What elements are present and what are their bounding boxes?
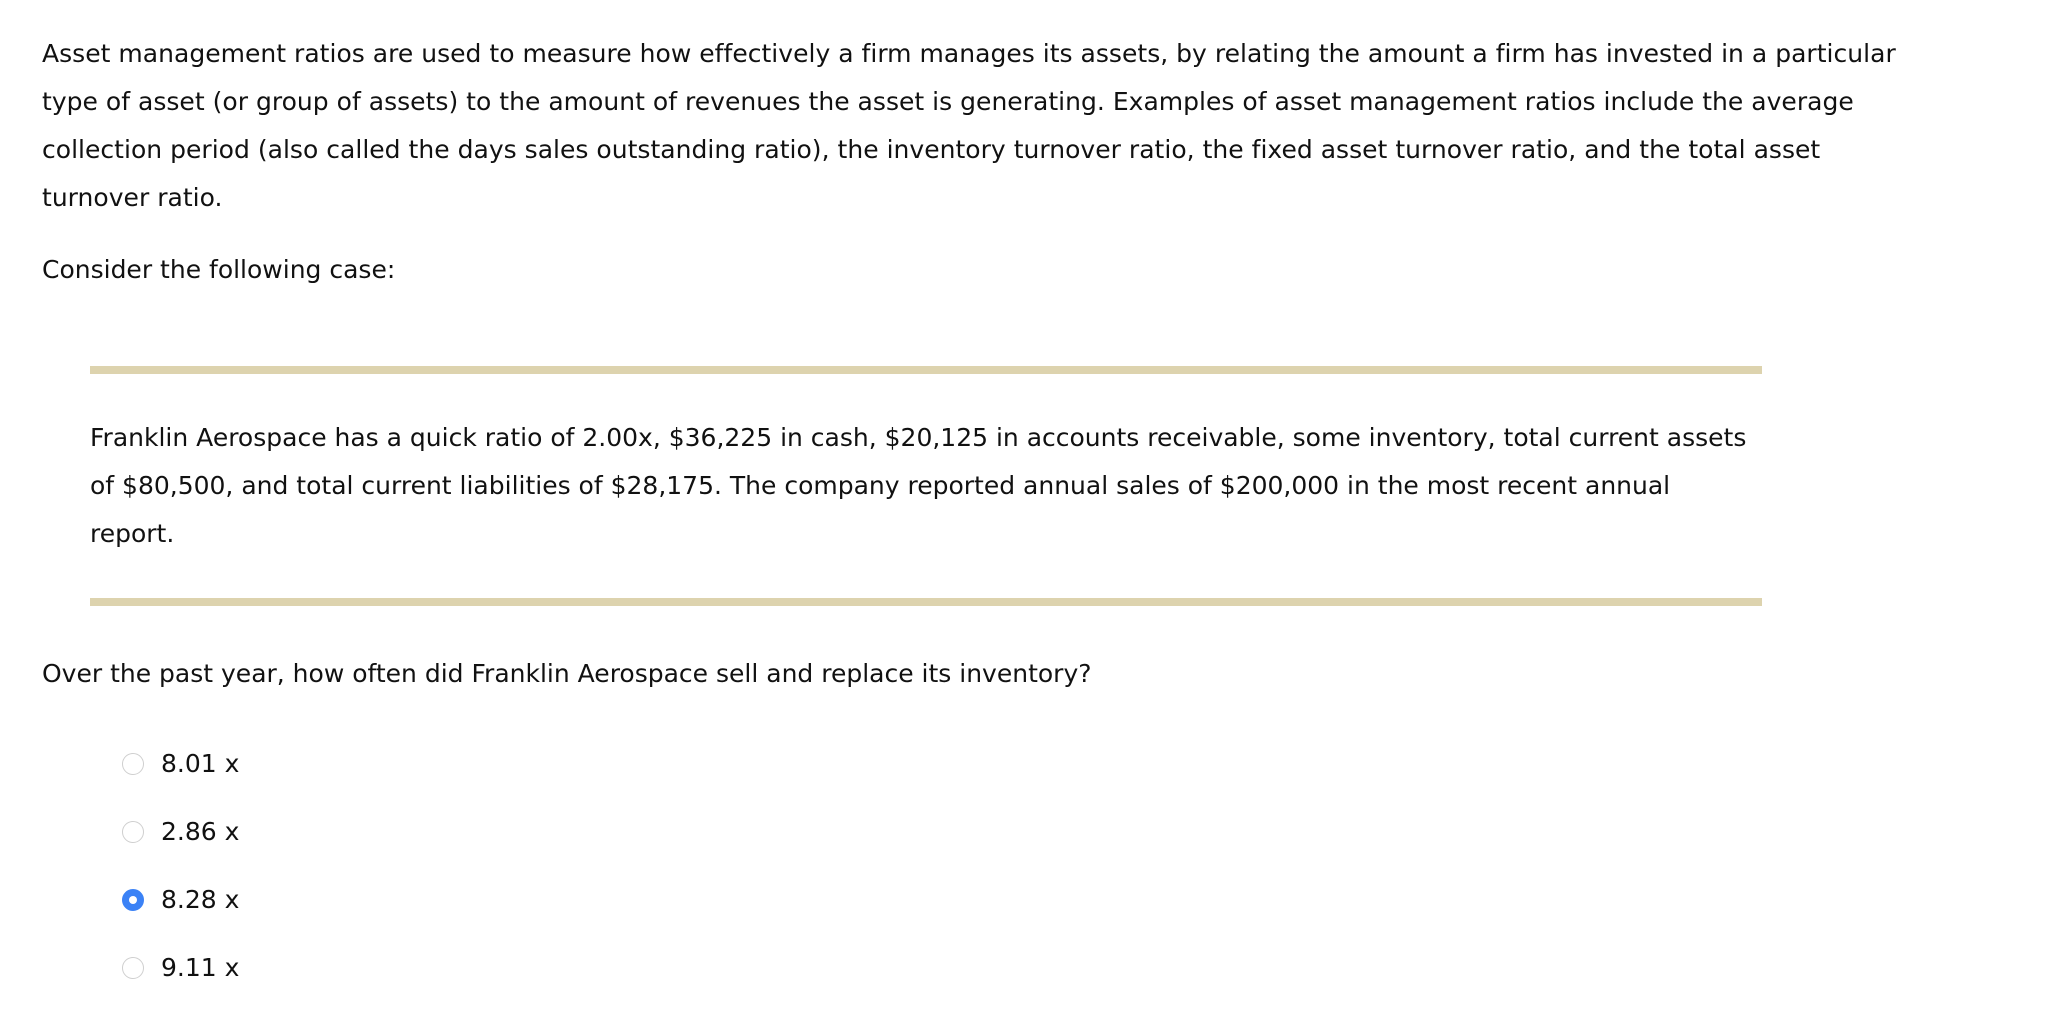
radio-button[interactable] [122,889,144,911]
question-text: Over the past year, how often did Franklin Aerospace sell and replace its inventory? [42,659,1092,688]
consider-label: Consider the following case: [42,255,396,284]
radio-button[interactable] [122,753,144,775]
page-content [42,30,1942,982]
case-top-rule [90,366,1762,374]
answer-option-label: 8.28 x [161,885,240,914]
answer-option[interactable] [122,798,239,866]
radio-button[interactable] [122,957,144,979]
case-text: Franklin Aerospace has a quick ratio of 2.00x, $36,225 in cash, $20,125 in accounts receivable, some inventory, total current assets of $80,500, and total current liabilities of $28,175. The company reported annual sales of $200,000 in the most recent annual report. [90,423,1747,548]
answer-option[interactable] [122,866,239,934]
answer-option-label: 9.11 x [161,953,240,982]
answer-option-label: 2.86 x [161,817,240,846]
case-box [90,366,1762,606]
answer-option[interactable] [122,730,239,798]
answer-option-label: 8.01 x [161,749,240,778]
answer-options [122,730,239,1002]
answer-option[interactable] [122,934,239,1002]
intro-paragraph: Asset management ratios are used to measure how effectively a firm manages its assets, by relating the amount a firm has invested in a particular type of asset (or group of assets) to the amount of revenues the asset is generating. Examples of asset management ratios include the average collection period (also called the days sales outstanding ratio), the inventory turnover ratio, the fixed asset turnover ratio, and the total asset turnover ratio. [42,39,1896,212]
radio-button[interactable] [122,821,144,843]
case-bottom-rule [90,598,1762,606]
